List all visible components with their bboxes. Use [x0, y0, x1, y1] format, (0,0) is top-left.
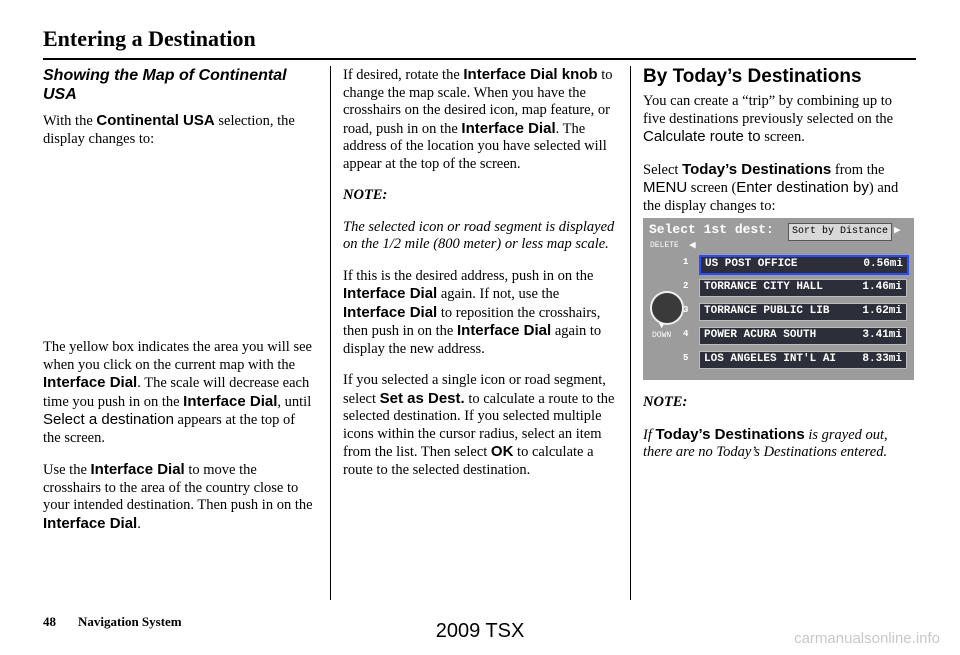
text: You can create a “trip” by combining up to five destinations previously selected on the	[643, 93, 894, 127]
paragraph	[43, 339, 315, 447]
item-distance: 1.46mi	[862, 281, 902, 293]
keyword: Enter destination by	[736, 179, 869, 196]
keyword: Set as Dest.	[379, 389, 465, 407]
text: appears at the top of the screen.	[43, 412, 296, 446]
keyword: MENU	[643, 179, 688, 196]
list-item	[683, 279, 911, 297]
column-divider	[630, 66, 631, 600]
paragraph	[43, 112, 315, 148]
paragraph	[43, 461, 315, 533]
note-heading: NOTE:	[343, 187, 388, 203]
keyword: Interface Dial knob	[463, 66, 598, 83]
right-arrow-icon: ▶	[894, 225, 901, 237]
keyword: Interface Dial	[43, 514, 138, 532]
text: Select	[643, 161, 683, 178]
item-distance: 8.33mi	[862, 353, 902, 365]
item-box	[699, 351, 907, 369]
paragraph	[343, 268, 619, 359]
left-arrow-icon: ◀	[689, 240, 696, 252]
item-index: 4	[683, 329, 689, 339]
text: to calculate a route to the selected destination.	[343, 444, 594, 478]
list-item	[683, 351, 911, 369]
column-3-note	[643, 394, 916, 476]
text: from the	[831, 161, 885, 178]
keyword: Interface Dial	[461, 119, 556, 137]
note-heading: NOTE:	[643, 394, 688, 410]
list-item	[683, 255, 911, 273]
keyword: Interface Dial	[90, 461, 185, 478]
paragraph	[643, 93, 916, 147]
item-index: 5	[683, 353, 689, 363]
item-name: POWER ACURA SOUTH	[704, 329, 817, 341]
item-distance: 3.41mi	[862, 329, 902, 341]
column-2	[343, 66, 619, 493]
keyword: Interface Dial	[456, 322, 552, 339]
down-arrow-icon: ▼	[659, 321, 665, 331]
text: to change the map scale. When you have the crosshairs on the desired icon, map feature, or road, push in on the	[343, 67, 613, 137]
text: . The scale will decrease each time you push in on the	[43, 375, 310, 410]
keyword: Today’s Destinations	[655, 425, 805, 443]
paragraph	[343, 372, 619, 479]
text: again to display the new address.	[343, 323, 602, 357]
text: to calculate a route to the selected destination. If you selected multiple icons within the cursor radius, select an item from the list. Then select	[343, 390, 615, 460]
paragraph	[343, 66, 619, 173]
column-1	[43, 66, 315, 547]
item-name: TORRANCE CITY HALL	[704, 281, 823, 293]
keyword: Interface Dial	[183, 392, 278, 410]
keyword: Continental USA	[96, 112, 215, 129]
text: The yellow box indicates the area you will see when you click on the current map with the	[43, 339, 312, 373]
section-heading: By Today’s Destinations	[643, 66, 862, 87]
header-rule	[43, 58, 916, 60]
section-subheading: Showing the Map of Continental USA	[43, 67, 287, 103]
keyword: Today’s Destinations	[682, 160, 832, 178]
list-item	[683, 327, 911, 345]
item-box	[699, 303, 907, 321]
text: is grayed out, there are no Today’s Destinations entered.	[643, 426, 888, 460]
text: again. If not, use the	[437, 286, 560, 302]
item-index: 3	[683, 305, 689, 315]
text: to reposition the crosshairs, then push in on the	[343, 304, 601, 339]
delete-label: DELETE	[650, 241, 679, 250]
item-box	[699, 327, 907, 345]
page-title: Entering a Destination	[43, 26, 256, 51]
footer-title: Navigation System	[78, 614, 182, 629]
text: selection, the display changes to:	[43, 113, 295, 147]
text: If	[643, 426, 656, 443]
text: screen (	[687, 180, 737, 196]
sort-by-distance-button: Sort by Distance	[788, 223, 892, 241]
item-box	[699, 279, 907, 297]
knob-icon	[650, 291, 684, 325]
text: to move the crosshairs to the area of the country close to your intended destination. Then push in on the	[43, 462, 313, 513]
down-label: DOWN	[652, 331, 672, 340]
paragraph	[643, 161, 916, 216]
keyword: Interface Dial	[43, 374, 138, 391]
text: If this is the desired address, push in on the	[343, 267, 594, 284]
text: .	[137, 515, 141, 532]
page-number: 48	[43, 614, 56, 629]
item-distance: 1.62mi	[862, 305, 902, 317]
column-3	[643, 66, 916, 229]
keyword: Select a destination	[43, 411, 174, 428]
text: . The address of the location you have selected will appear at the top of the screen.	[343, 120, 607, 172]
column-divider	[330, 66, 331, 600]
item-index: 2	[683, 281, 689, 291]
text: If desired, rotate the	[343, 67, 464, 83]
map-image-space	[43, 162, 315, 339]
text: screen.	[760, 129, 805, 145]
keyword: Interface Dial	[343, 285, 438, 302]
model-label: 2009 TSX	[435, 620, 525, 642]
note-text: The selected icon or road segment is displayed on the 1/2 mile (800 meter) or less map scale.	[343, 218, 615, 252]
text: ) and the display changes to:	[643, 180, 899, 214]
keyword: Interface Dial	[343, 303, 438, 321]
item-box	[699, 255, 909, 275]
destination-list	[683, 255, 914, 375]
item-distance: 0.56mi	[863, 258, 903, 270]
item-name: US POST OFFICE	[705, 258, 798, 270]
item-name: LOS ANGELES INT'L AI	[704, 353, 837, 365]
note-text	[643, 426, 916, 462]
nav-screen-title: Select 1st dest:	[649, 222, 774, 237]
text: If you selected a single icon or road segment, select	[343, 372, 606, 407]
item-name: TORRANCE PUBLIC LIB	[704, 305, 830, 317]
text: With the	[43, 113, 97, 129]
list-item	[683, 303, 911, 321]
watermark: carmanualsonline.info	[794, 630, 940, 647]
nav-screen-image	[643, 218, 914, 380]
item-index: 1	[683, 257, 689, 267]
text: Use the	[43, 462, 91, 478]
keyword: OK	[490, 443, 514, 460]
text: , until	[277, 393, 312, 410]
keyword: Calculate route to	[643, 128, 761, 145]
